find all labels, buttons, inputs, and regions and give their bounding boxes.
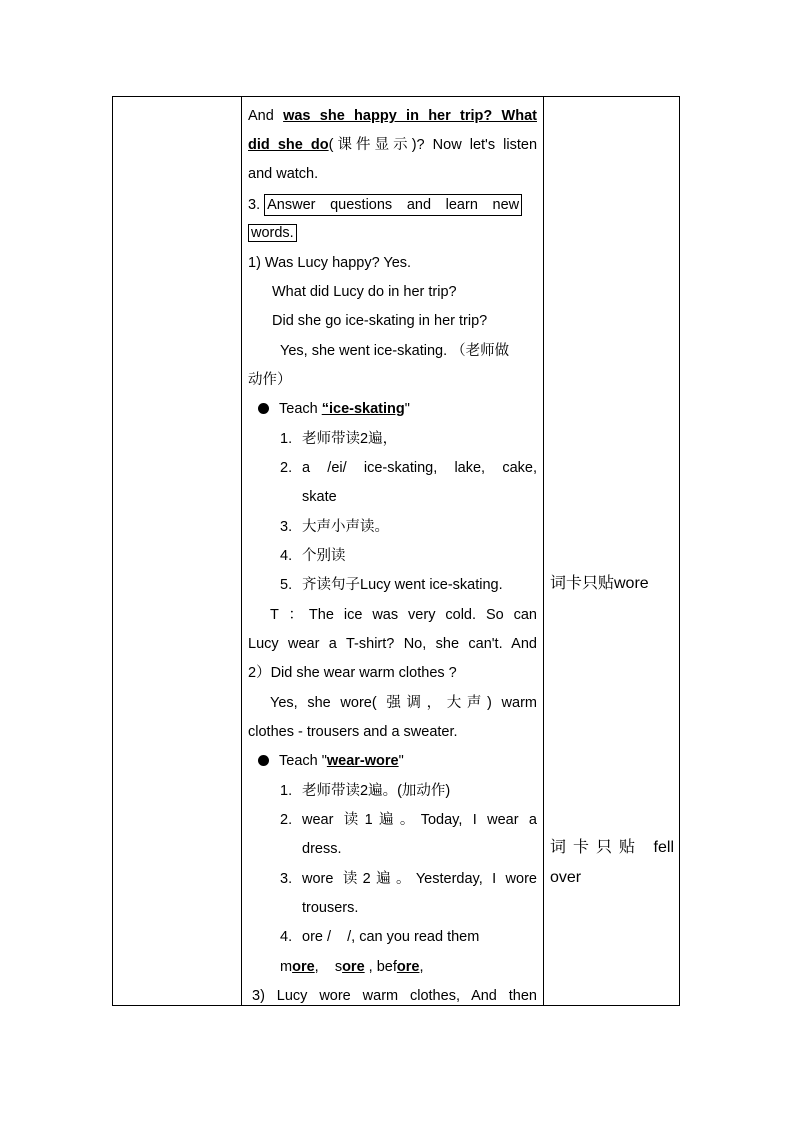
list-item: 4. ore / /, can you read them [280, 929, 480, 945]
text-line: 2）Did she wear warm clothes ? [248, 665, 457, 681]
text-line: and watch. [248, 166, 319, 182]
text-line: Lucy wear a T-shirt? No, she can't. And [248, 636, 537, 652]
list-item: 1. 老师带读2遍， [280, 431, 398, 447]
word-examples: more, sore , before, [280, 959, 424, 975]
list-item: 1. 老师带读2遍。(加动作) [280, 783, 451, 799]
text-line: And was she happy in her trip? What [248, 108, 537, 124]
text-line: Did she go ice-skating in her trip? [272, 313, 488, 329]
teach-bullet: Teach “ice-skating" [258, 399, 410, 419]
left-column-cell [113, 97, 241, 1005]
text-line: 3. Answer questions and learn new [248, 194, 537, 216]
note-text: over [550, 869, 582, 886]
text-line: 动作） [248, 372, 292, 388]
text-line: clothes - trousers and a sweater. [248, 724, 458, 740]
text-line: 1) Was Lucy happy? Yes. [248, 255, 412, 271]
bullet-icon [258, 755, 269, 766]
lesson-table [112, 96, 680, 1006]
note-text: 词卡只贴wore [550, 575, 649, 592]
text-line: did she do(课件显示)? Now let's listen [248, 137, 538, 153]
list-item: 3. 大声小声读。 [280, 519, 389, 535]
list-item: 2. wear 读1遍。Today, I wear a [280, 812, 537, 828]
list-item: 4. 个别读 [280, 548, 346, 564]
text-line: dress. [302, 841, 342, 857]
teach-bullet: Teach "wear-wore" [258, 751, 404, 771]
text-line: trousers. [302, 900, 359, 916]
note-text: 词卡只贴 fell [550, 839, 674, 856]
list-item: 2. a /ei/ ice-skating, lake, cake, [280, 460, 537, 476]
text-line: What did Lucy do in her trip? [272, 284, 457, 300]
text-line: Yes, she went ice-skating. （老师做 [280, 343, 510, 359]
bullet-icon [258, 403, 269, 414]
notes-cell [544, 97, 681, 1005]
list-item: 5. 齐读句子Lucy went ice-skating. [280, 577, 503, 593]
text-line: Yes, she wore( 强调，大声) warm [270, 695, 537, 711]
text-line: T ：The ice was very cold. So can [270, 607, 537, 623]
text-line: words. [248, 223, 297, 243]
text-line: skate [302, 489, 337, 505]
text-line: 3) Lucy wore warm clothes, And then [252, 988, 537, 1004]
list-item: 3. wore 读2遍。Yesterday, I wore [280, 871, 537, 887]
procedure-cell [242, 97, 543, 1005]
